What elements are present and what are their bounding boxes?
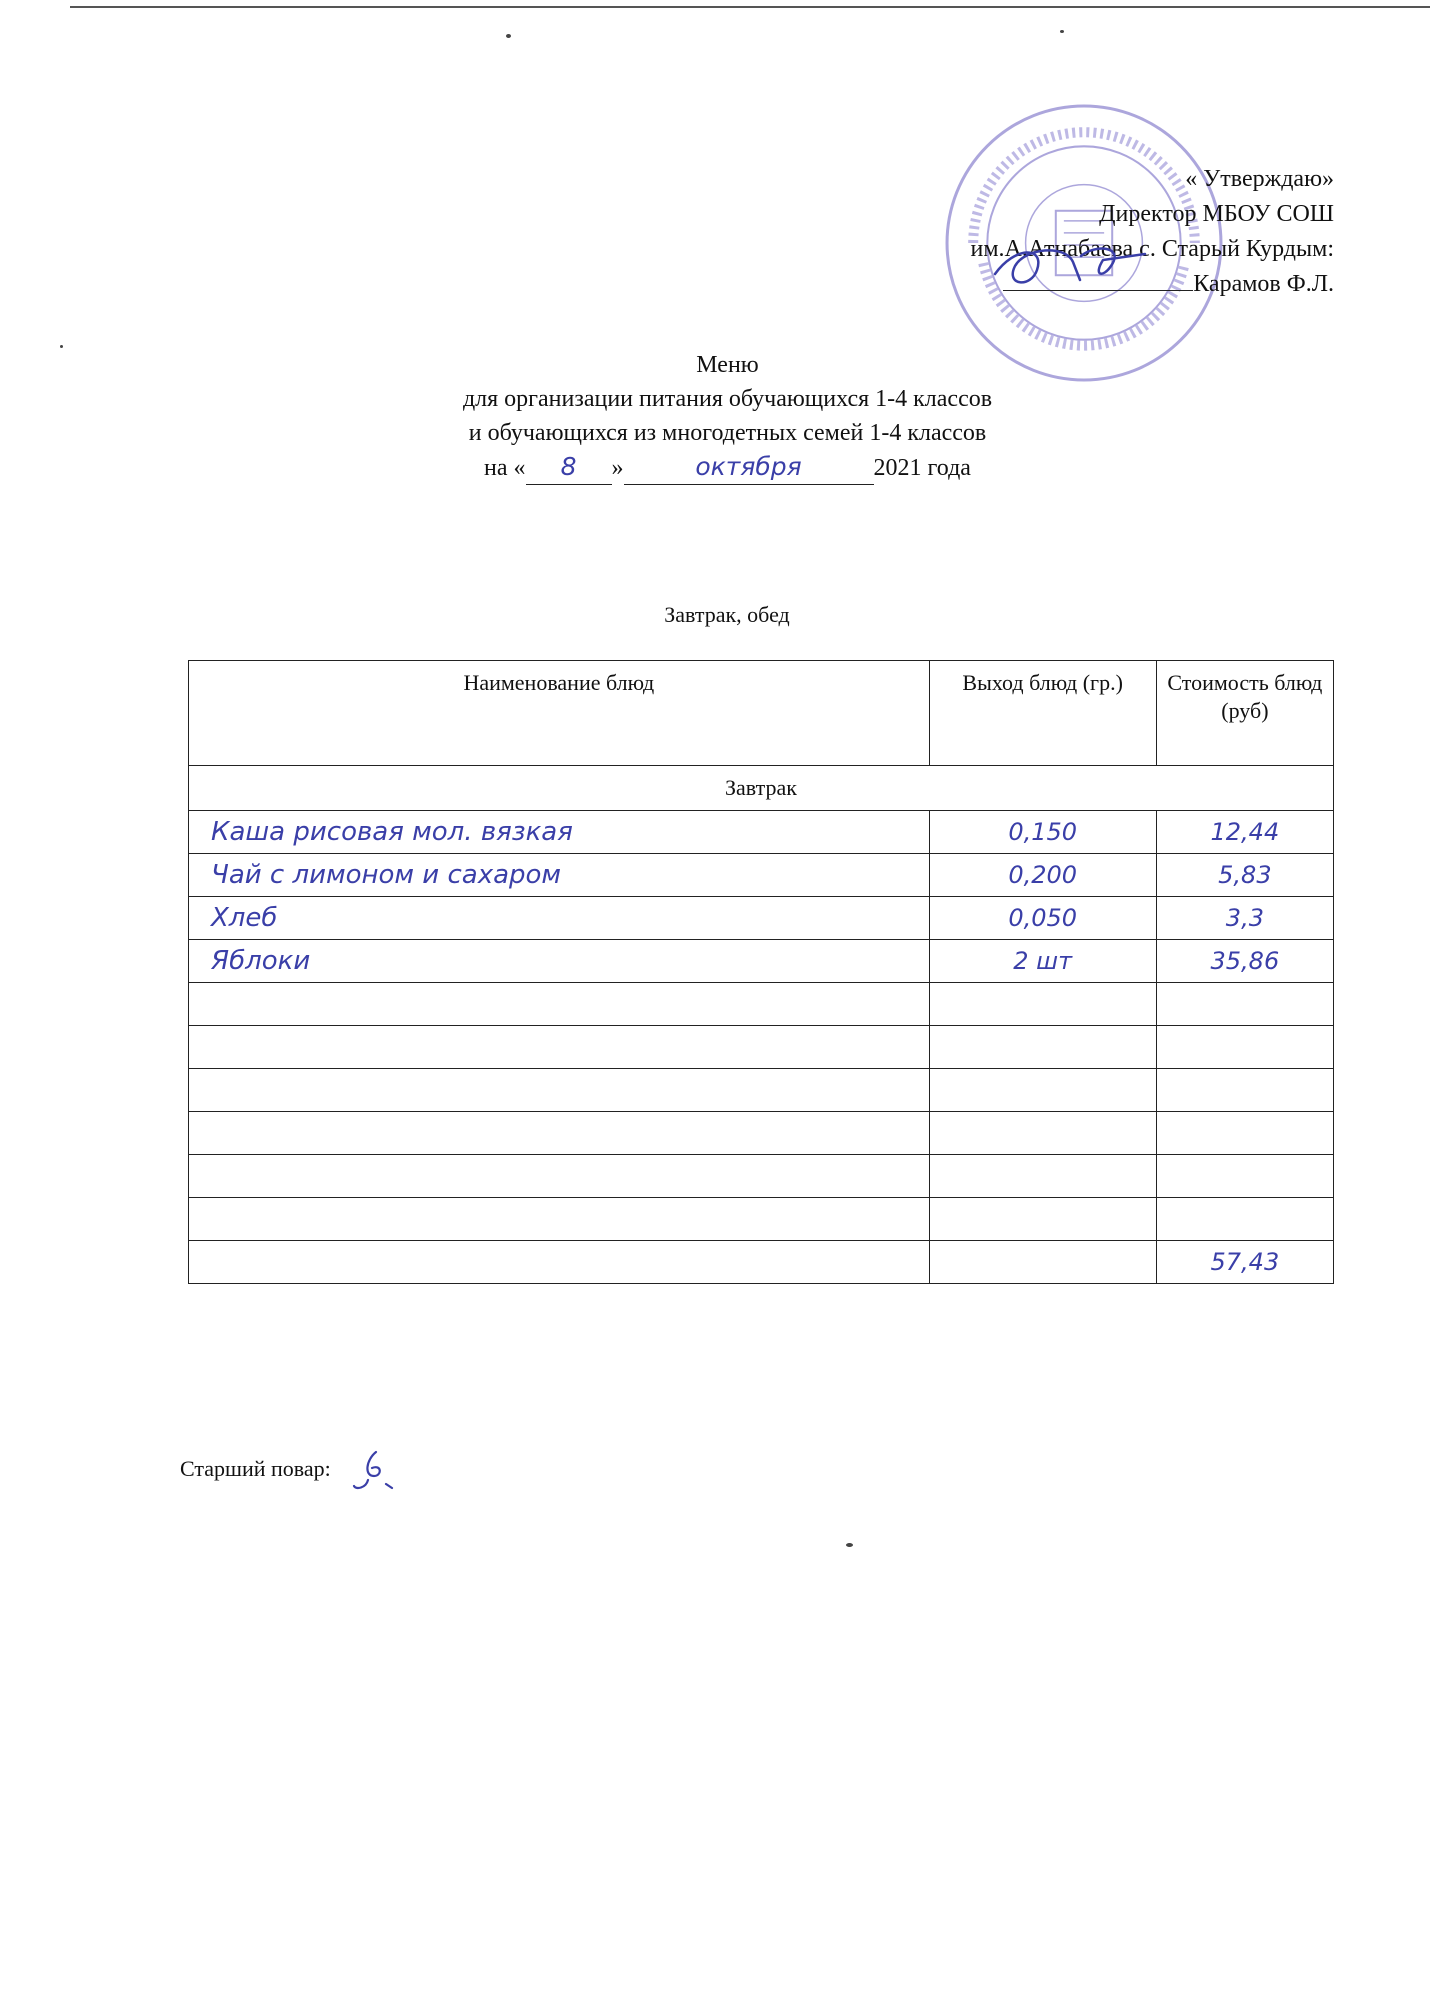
director-signature	[985, 236, 1165, 296]
empty-row	[189, 983, 1334, 1026]
dish-name: Чай с лимоном и сахаром	[189, 854, 930, 897]
cook-signoff	[180, 1446, 406, 1496]
dish-name: Яблоки	[189, 940, 930, 983]
dish-output: 2 шт	[929, 940, 1156, 983]
title-date: на « 8 » октября 2021 года	[300, 450, 1155, 485]
director-name: Карамов Ф.Л.	[1193, 271, 1334, 297]
cook-label: Старший повар:	[180, 1456, 331, 1482]
empty-row	[189, 1155, 1334, 1198]
header-cost: Стоимость блюд (руб)	[1156, 661, 1333, 766]
scan-speck	[1060, 30, 1064, 33]
title-purpose: для организации питания обучающихся 1-4 классов	[462, 386, 993, 412]
dish-output: 0,050	[929, 897, 1156, 940]
section-caption: Завтрак, обед	[664, 602, 790, 627]
scan-speck	[60, 345, 63, 348]
table-row	[189, 940, 1334, 983]
dish-cost: 5,83	[1156, 854, 1333, 897]
menu-table	[188, 660, 1334, 1284]
approval-heading: « Утверждаю»	[1185, 166, 1334, 192]
dish-name: Хлеб	[189, 897, 930, 940]
title-audience: и обучающихся из многодетных семей 1-4 классов	[468, 420, 987, 446]
document-title	[300, 348, 1155, 485]
date-month: октября	[624, 450, 874, 485]
approval-position: Директор МБОУ СОШ	[1099, 201, 1334, 227]
scan-speck	[506, 34, 511, 38]
dish-cost: 3,3	[1156, 897, 1333, 940]
top-edge-line	[70, 6, 1430, 8]
total-row	[189, 1241, 1334, 1284]
table-row	[189, 854, 1334, 897]
meal-row	[189, 766, 1334, 811]
dish-output: 0,150	[929, 811, 1156, 854]
date-year: 2021 года	[873, 455, 971, 481]
empty-row	[189, 1069, 1334, 1112]
table-row	[189, 897, 1334, 940]
empty-row	[189, 1198, 1334, 1241]
date-day: 8	[526, 450, 612, 485]
cook-signature	[346, 1446, 406, 1496]
dish-output: 0,200	[929, 854, 1156, 897]
dish-cost: 12,44	[1156, 811, 1333, 854]
dish-name: Каша рисовая мол. вязкая	[189, 811, 930, 854]
empty-row	[189, 1112, 1334, 1155]
dish-cost: 35,86	[1156, 940, 1333, 983]
approval-school: им.А.Атнабаева с. Старый Курдым:	[970, 236, 1334, 262]
header-output: Выход блюд (гр.)	[929, 661, 1156, 766]
scan-speck	[846, 1543, 853, 1547]
empty-row	[189, 1026, 1334, 1069]
meal-label: Завтрак	[189, 766, 1334, 811]
total-cost: 57,43	[1156, 1241, 1333, 1284]
table-header	[189, 661, 1334, 766]
title-menu: Меню	[696, 352, 759, 378]
table-row	[189, 811, 1334, 854]
header-name: Наименование блюд	[189, 661, 930, 766]
